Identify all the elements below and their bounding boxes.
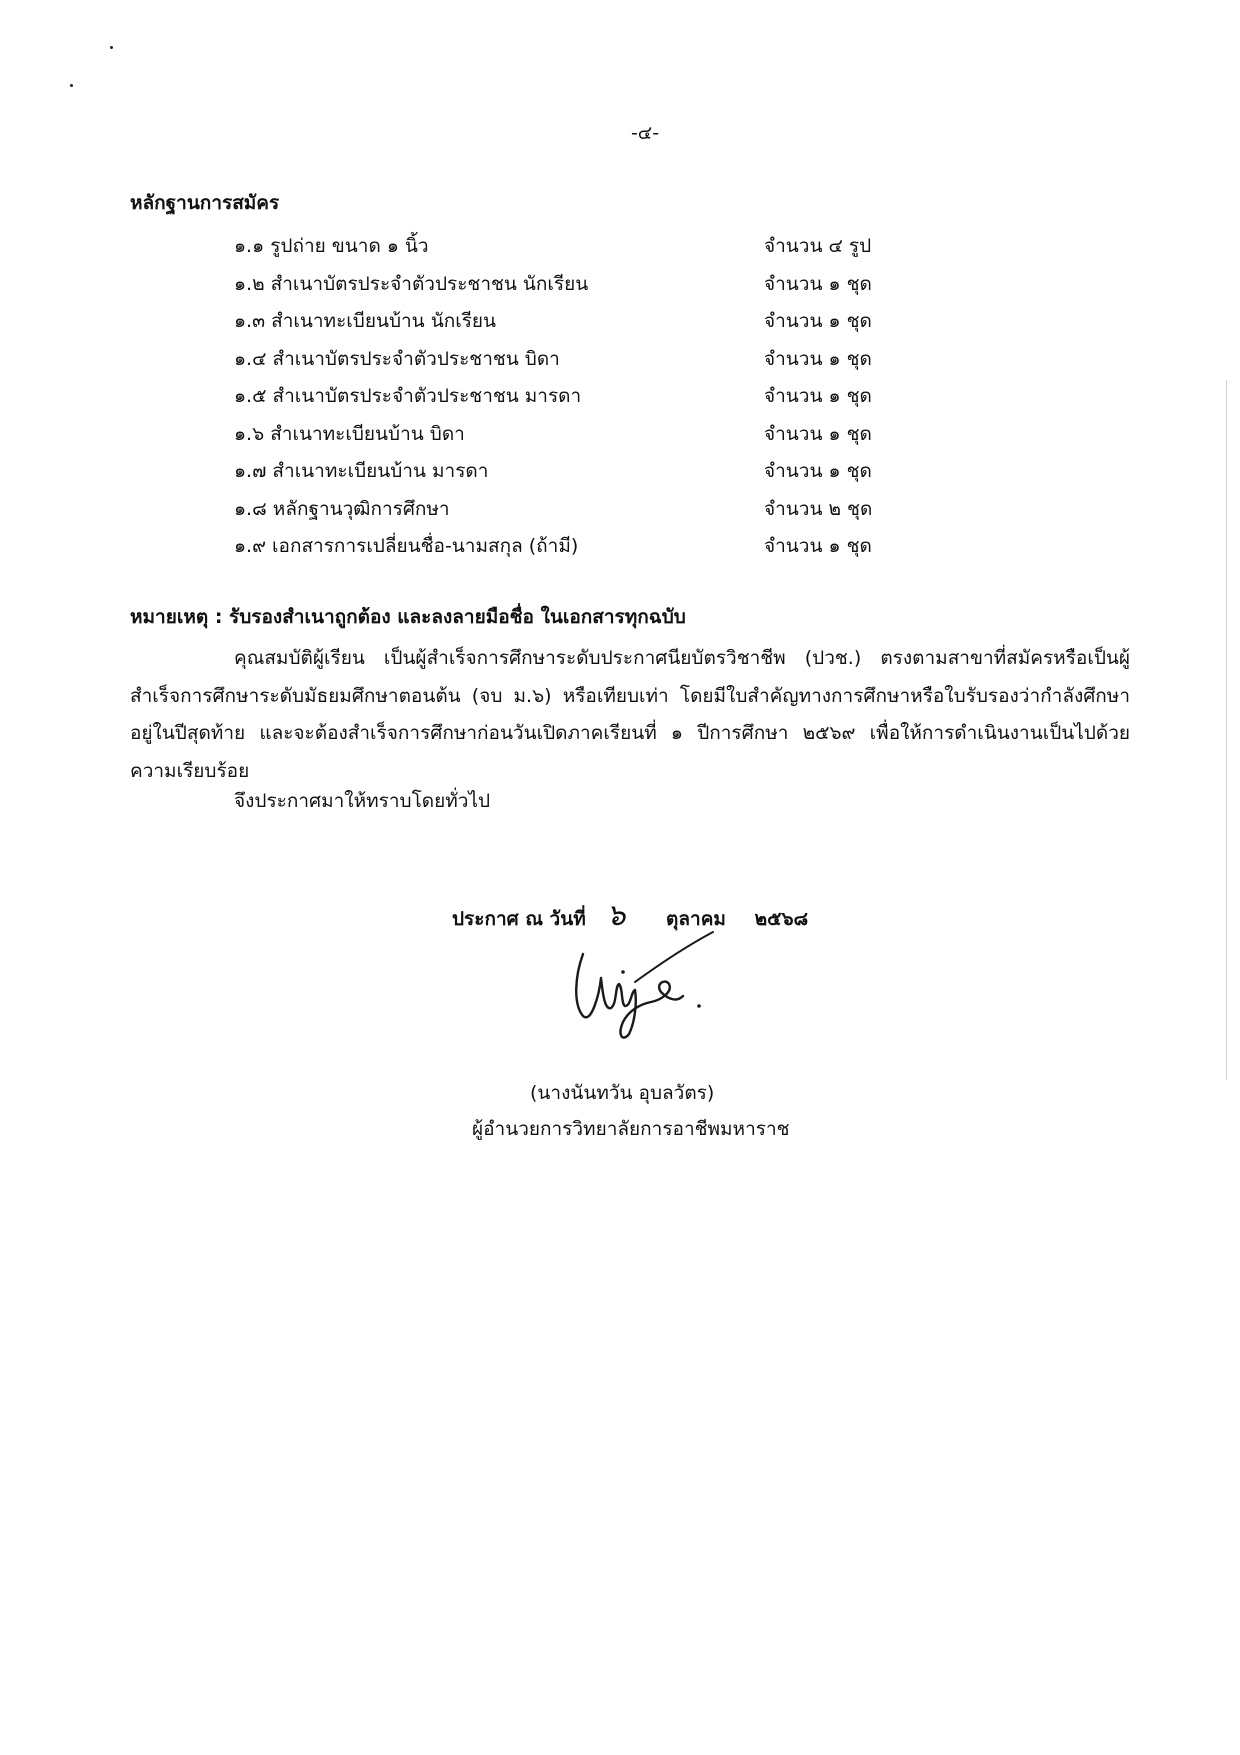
list-item xyxy=(234,228,894,266)
requirements-list xyxy=(234,228,894,566)
list-item xyxy=(234,416,894,454)
list-item-label: ๑.๙ เอกสารการเปลี่ยนชื่อ-นามสกุล (ถ้ามี) xyxy=(234,535,579,557)
list-item-quantity: จำนวน ๑ ชุด xyxy=(764,310,872,332)
signer-name: (นางนันทวัน อุบลวัตร) xyxy=(530,1082,715,1104)
list-item xyxy=(234,266,894,304)
list-item-label: ๑.๖ สำเนาทะเบียนบ้าน บิดา xyxy=(234,422,465,445)
date-day: ๖ xyxy=(606,898,626,933)
note-line: หมายเหตุ : รับรองสำเนาถูกต้อง และลงลายมือชื่อ ในเอกสารทุกฉบับ xyxy=(130,606,686,628)
list-item-quantity: จำนวน ๑ ชุด xyxy=(764,422,872,445)
list-item xyxy=(234,378,894,416)
scan-speck xyxy=(110,46,113,49)
page-number: -๔- xyxy=(630,122,660,144)
list-item-quantity: จำนวน ๑ ชุด xyxy=(764,385,872,407)
qualification-paragraph: คุณสมบัติผู้เรียน เป็นผู้สำเร็จการศึกษาระดับประกาศนียบัตรวิชาชีพ (ปวช.) ตรงตามสาขาที่สมัครหรือเป็นผู้สำเร็จการศึกษาระดับมัธยมศึกษาตอนต้น (จบ ม.๖) หรือเทียบเท่า โดยมีใบสำคัญทางการศึกษาหรือใบรับรองว่ากำลังศึกษาอยู่ในปีสุดท้าย และจะต้องสำเร็จการศึกษาก่อนวันเปิดภาคเรียนที่ ๑ ปีการศึกษา ๒๕๖๙ เพื่อให้การดำเนินงานเป็นไปด้วยความเรียบร้อย xyxy=(130,647,1130,782)
list-item xyxy=(234,528,894,566)
signature-image xyxy=(565,926,735,1046)
list-item-label: ๑.๒ สำเนาบัตรประจำตัวประชาชน นักเรียน xyxy=(234,272,589,295)
scan-edge-line xyxy=(1226,380,1227,1080)
closing-line: จึงประกาศมาให้ทราบโดยทั่วไป xyxy=(234,790,491,812)
list-item-quantity: จำนวน ๑ ชุด xyxy=(764,460,872,482)
requirements-heading: หลักฐานการสมัคร xyxy=(130,192,280,214)
list-item xyxy=(234,303,894,341)
scan-speck xyxy=(70,84,73,87)
list-item-label: ๑.๗ สำเนาทะเบียนบ้าน มารดา xyxy=(234,460,489,482)
list-item-quantity: จำนวน ๑ ชุด xyxy=(764,272,872,295)
list-item-quantity: จำนวน ๑ ชุด xyxy=(764,347,872,370)
list-item-label: ๑.๑ รูปถ่าย ขนาด ๑ นิ้ว xyxy=(234,235,429,257)
list-item-quantity: จำนวน ๔ รูป xyxy=(764,235,872,257)
list-item xyxy=(234,453,894,491)
list-item-quantity: จำนวน ๒ ชุด xyxy=(764,497,873,520)
list-item-label: ๑.๘ หลักฐานวุฒิการศึกษา xyxy=(234,497,450,520)
list-item-label: ๑.๕ สำเนาบัตรประจำตัวประชาชน มารดา xyxy=(234,385,582,407)
signer-title: ผู้อำนวยการวิทยาลัยการอาชีพมหาราช xyxy=(472,1118,790,1140)
date-prefix: ประกาศ ณ วันที่ xyxy=(452,908,586,930)
list-item-quantity: จำนวน ๑ ชุด xyxy=(764,535,872,557)
list-item xyxy=(234,491,894,529)
list-item-label: ๑.๓ สำเนาทะเบียนบ้าน นักเรียน xyxy=(234,310,497,332)
list-item-label: ๑.๔ สำเนาบัตรประจำตัวประชาชน บิดา xyxy=(234,347,560,370)
date-month: ตุลาคม xyxy=(666,908,726,930)
list-item xyxy=(234,341,894,379)
date-year: ๒๕๖๘ xyxy=(754,908,809,930)
